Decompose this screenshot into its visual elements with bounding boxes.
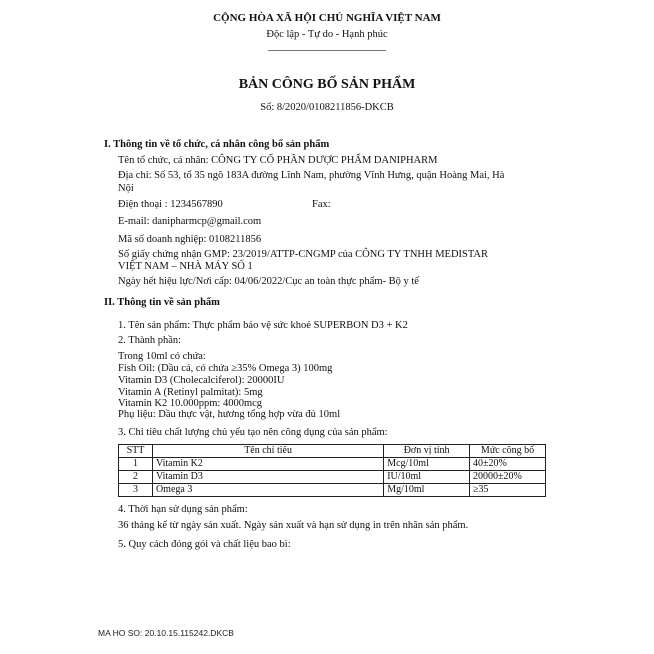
composition-line: Trong 10ml có chứa: [118,351,206,362]
gmp-line1: Số giấy chứng nhận GMP: 23/2019/ATTP-CNGMP của CÔNG TY TNHH MEDISTAR [118,249,489,260]
cell-level: 40±20% [470,458,546,471]
table-row [119,471,546,484]
cell-level: ≥35 [470,484,546,497]
composition-line: Phụ liệu: Dầu thực vật, hương tổng hợp vừa đủ 10ml [118,409,341,420]
header-indicator: Tên chỉ tiêu [152,445,383,458]
org-name: Tên tổ chức, cá nhân: CÔNG TY CỔ PHẦN DƯỢC PHẨM DANIPHARM [118,155,438,166]
email: E-mail: danipharmcp@gmail.com [118,216,262,227]
cell-unit: IU/10ml [384,471,470,484]
phone: Điện thoại : 1234567890 [118,199,223,210]
table-row [119,458,546,471]
quality-table [118,444,546,497]
quality-heading: 3. Chỉ tiêu chất lượng chủ yếu tạo nên công dụng của sản phẩm: [118,427,388,438]
document-number: Số: 8/2020/0108211856-DKCB [260,102,394,113]
header-divider [268,50,386,51]
cell-stt: 2 [119,471,153,484]
table-header-row [119,445,546,458]
cell-stt: 3 [119,484,153,497]
tax-code: Mã số doanh nghiệp: 0108211856 [118,234,262,245]
composition-line: Vitamin A (Retinyl palmitat): 5mg [118,387,263,398]
address-line2: Nội [118,183,134,194]
packaging-heading: 5. Quy cách đóng gói và chất liệu bao bì: [118,539,291,550]
cell-indicator: Omega 3 [152,484,383,497]
composition-line: Vitamin D3 (Cholecalciferol): 20000IU [118,375,285,386]
composition-line: Vitamin K2 10.000ppm: 4000mcg [118,398,263,409]
dossier-code: MA HO SO: 20.10.15.115242.DKCB [98,628,234,638]
cell-indicator: Vitamin K2 [152,458,383,471]
header-declared-level: Mức công bố [470,445,546,458]
cell-stt: 1 [119,458,153,471]
shelf-life: 36 tháng kể từ ngày sản xuất. Ngày sản xuất và hạn sử dụng in trên nhãn sản phẩm. [118,520,469,531]
cell-level: 20000±20% [470,471,546,484]
composition-line: Fish Oil: (Dầu cá, có chứa ≥35% Omega 3) 100mg [118,363,333,374]
expiry: Ngày hết hiệu lực/Nơi cấp: 04/06/2022/Cục an toàn thực phẩm- Bộ y tế [118,276,419,287]
header-stt: STT [119,445,153,458]
cell-unit: Mg/10ml [384,484,470,497]
header-unit: Đơn vị tính [384,445,470,458]
address-line1: Địa chỉ: Số 53, tổ 35 ngõ 183A đường Lĩnh Nam, phường Vĩnh Hưng, quận Hoàng Mai, Hà [118,170,505,181]
gmp-line2: VIỆT NAM – NHÀ MÁY SỐ 1 [118,261,253,272]
composition-heading: 2. Thành phần: [118,335,182,346]
shelf-life-heading: 4. Thời hạn sử dụng sản phẩm: [118,504,248,515]
table-row [119,484,546,497]
fax: Fax: [312,199,331,210]
document-title: BẢN CÔNG BỐ SẢN PHẨM [238,77,416,92]
section1-heading: I. Thông tin về tổ chức, cá nhân công bố sản phẩm [104,139,330,150]
section2-heading: II. Thông tin về sản phẩm [104,297,220,308]
cell-indicator: Vitamin D3 [152,471,383,484]
motto: Độc lập - Tự do - Hạnh phúc [266,29,388,40]
country-header: CỘNG HÒA XÃ HỘI CHỦ NGHĨA VIỆT NAM [213,12,441,24]
product-name: 1. Tên sản phẩm: Thực phẩm bảo vệ sức khoẻ SUPERBON D3 + K2 [118,320,408,331]
cell-unit: Mcg/10ml [384,458,470,471]
